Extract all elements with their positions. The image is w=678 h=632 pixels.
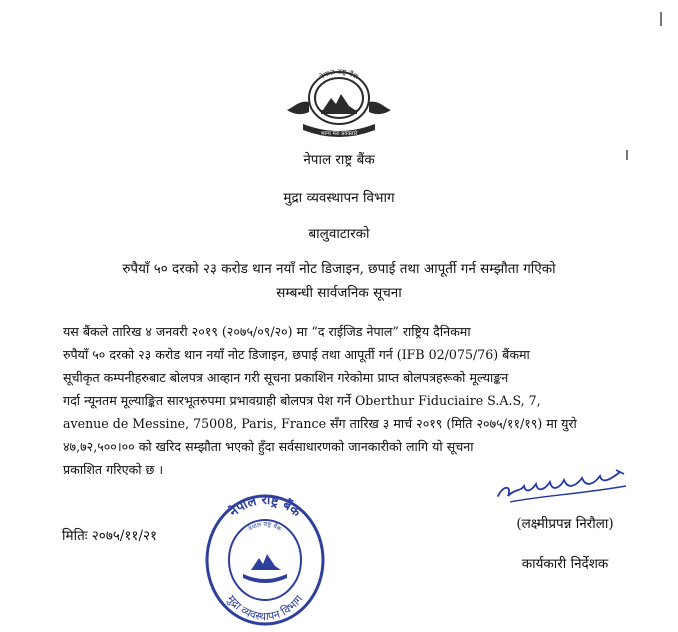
signature: [490, 466, 640, 510]
subject-line-2: सम्बन्धी सार्वजनिक सूचना: [276, 285, 402, 301]
bank-name: नेपाल राष्ट्र बैंक: [303, 152, 375, 168]
signer-name: (लक्ष्मीप्रपन्न निरौला): [516, 516, 614, 532]
body-line-6: ४७,७२,५००।०० को खरिद सम्झौता भएको हुँदा सर्वसाधारणको जानकारीको लागि यो सूचना: [63, 439, 474, 454]
department-name: मुद्रा व्यवस्थापन विभाग: [283, 190, 395, 206]
stamp-top-text: नेपाल राष्ट्र बैंक: [226, 492, 304, 521]
stamp-bottom-text: मुद्रा व्यवस्थापन विभाग: [224, 592, 306, 624]
official-stamp: [203, 492, 327, 628]
svg-text:नेपाल राष्ट्र बैंक: [318, 68, 360, 82]
signer-title: कार्यकारी निर्देशक: [521, 556, 609, 572]
scan-mark: [660, 12, 662, 26]
body-line-7: प्रकाशित गरिएको छ ।: [63, 462, 164, 477]
body-line-2: रुपैयाँ ५० दरको २३ करोड थान नयाँ नोट डिजाइन, छपाई तथा आपूर्ती गर्न (IFB 02/075/76) बैंकमा: [63, 347, 530, 362]
nepal-rastra-bank-emblem: [283, 58, 395, 144]
body-line-3: सूचीकृत कम्पनीहरुबाट बोलपत्र आव्हान गरी सूचना प्रकाशिन गरेकोमा प्राप्त बोलपत्रहरूको मूल्याङ्कन: [63, 370, 509, 385]
notice-date: मितिः २०७५/११/२१: [62, 528, 158, 544]
emblem-motto: भाग्य मेरा प्रवक्तारे: [320, 131, 358, 137]
body-line-4: गर्दा न्यूनतम मूल्याङ्कित सारभूतरुपमा प्रभावग्राही बोलपत्र पेश गर्ने Oberthur Fiduciaire S.A.S, 7,: [63, 393, 541, 408]
location: बालुवाटारको: [308, 226, 370, 242]
notice-body: [63, 320, 615, 481]
svg-text:नेपाल राष्ट्र बैंक: [225, 493, 304, 521]
svg-text:मुद्रा व्यवस्थापन विभाग: [224, 592, 306, 623]
stamp-inner-text: नेपाल राष्ट्र बैंक: [247, 520, 283, 533]
body-line-5: avenue de Messine, 75008, Paris, France सँग तारिख ३ मार्च २०१९ (मिति २०७५/११/१९) मा युरो: [63, 416, 577, 431]
subject-line-1: रुपैयाँ ५० दरको २३ करोड थान नयाँ नोट डिजाइन, छपाई तथा आपूर्ती गर्न सम्झौता गएिको: [122, 261, 556, 277]
scan-mark: [626, 150, 628, 160]
body-line-1: यस बैंकले तारिख ४ जनवरी २०१९ (२०७५/०९/२०) मा “द राईजिड नेपाल” राष्ट्रिय दैनिकमा: [63, 324, 471, 339]
emblem-top-text: नेपाल राष्ट्र बैंक: [318, 67, 360, 82]
